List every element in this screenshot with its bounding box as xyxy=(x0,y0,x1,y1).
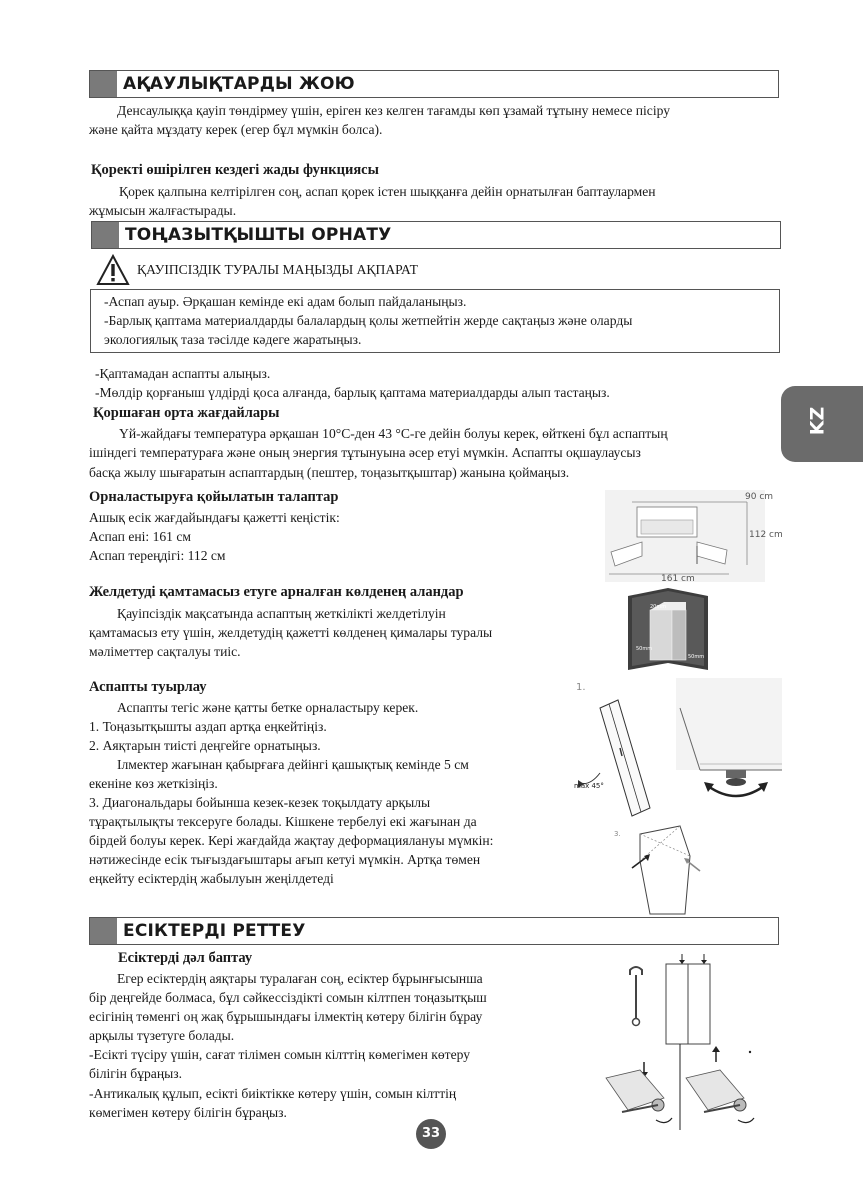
ventilation-diagram xyxy=(628,588,710,673)
paragraph-line: 2. Аяқтарын тиісті деңгейге орнатыңыз. xyxy=(89,738,321,753)
paragraph-line: білігін бұраңыз. xyxy=(89,1066,182,1081)
section-header-install xyxy=(91,221,781,249)
tilt-diagram xyxy=(570,678,670,823)
paragraph-line: жұмысын жалғастырады. xyxy=(89,203,237,218)
svg-text:50mm: 50mm xyxy=(636,646,653,652)
svg-text:161 cm: 161 cm xyxy=(661,574,695,584)
paragraph-line: мәліметтер сақталуы тиіс. xyxy=(89,644,241,659)
safety-box-line: -Барлық қаптама материалдарды балалардың қолы жетпейтін жерде сақтаңыз және оларды xyxy=(104,313,633,328)
section-title: АҚАУЛЫҚТАРДЫ ЖОЮ xyxy=(123,74,355,94)
paragraph-line: Егер есіктердің аяқтары туралаған соң, есіктер бұрынғысынша xyxy=(117,971,483,986)
paragraph-line: нәтижесінде есік тығыздағыштары ағып кетуі мүмкін. Артқа төмен xyxy=(89,852,481,867)
paragraph-line: Үй-жайдағы температура әрқашан 10°C-ден 43 °C-ге дейін болуы керек, өйткені бұл аспаптың xyxy=(119,426,668,441)
paragraph-line: есігінің төменгі оң жақ бұрышындағы ілмектің көтеру білігін бұрау xyxy=(89,1009,483,1024)
paragraph-line: еңкейту есіктердің жабылуын жеңілдетеді xyxy=(89,871,334,886)
paragraph-line: басқа жылу шығаратын аспаптардың (пештер, тоңазытқыштар) жанына қоймаңыз. xyxy=(89,465,570,480)
levelling-heading: Аспапты туырлау xyxy=(89,679,207,695)
svg-text:3.: 3. xyxy=(614,830,621,838)
paragraph-line: Қорек қалпына келтірілген соң, аспап қорек істен шыққанға дейін орнатылған баптаулармен xyxy=(119,184,656,199)
paragraph-line: Аспап тереңдігі: 112 см xyxy=(89,548,226,563)
section-marker xyxy=(90,918,117,944)
paragraph-line: Қауіпсіздік мақсатында аспаптың жеткілікті желдетілуін xyxy=(117,606,446,621)
svg-text:112 cm: 112 cm xyxy=(749,530,783,540)
paragraph-line: екеніне көз жеткізіңіз. xyxy=(89,776,218,791)
section-header-doors xyxy=(89,917,779,945)
paragraph-line: арқылы түзетуге болады. xyxy=(89,1028,235,1043)
safety-box-line: -Аспап ауыр. Әрқашан кемінде екі адам болып пайдаланыңыз. xyxy=(104,294,467,309)
paragraph-line: -Қаптамадан аспапты алыңыз. xyxy=(95,366,271,381)
section-marker xyxy=(90,71,117,97)
placement-heading: Орналастыруға қойылатын талаптар xyxy=(89,489,339,505)
warning-icon xyxy=(96,254,130,286)
environment-heading: Қоршаған орта жағдайлары xyxy=(93,405,280,421)
paragraph-line: бір деңгейде болмаса, бұл сәйкессіздікті сомын кілтпен тоңазытқыш xyxy=(89,990,487,1005)
paragraph-line: бірдей болуы керек. Кері жағдайда жақтау деформациялануы мүмкін: xyxy=(89,833,494,848)
paragraph-line: 3. Диагональдары бойынша кезек-кезек тоқылдату арқылы xyxy=(89,795,431,810)
space-diagram xyxy=(597,490,783,585)
foot-adjust-diagram xyxy=(670,678,782,800)
svg-text:20mm: 20mm xyxy=(650,604,667,610)
language-tab xyxy=(781,386,863,462)
svg-text:90 cm: 90 cm xyxy=(745,492,774,502)
paragraph-line: -Есікті түсіру үшін, сағат тілімен сомын кілттің көмегімен көтеру xyxy=(89,1047,471,1062)
page-number: 33 xyxy=(416,1119,446,1149)
language-tab-label: KZ xyxy=(806,406,829,436)
paragraph-line: Аспапты тегіс және қатты бетке орналастыру керек. xyxy=(117,700,419,715)
paragraph-line: -Мөлдір қорғаныш үлдірді қоса алғанда, барлық қаптама материалдарды алып тастаңыз. xyxy=(95,385,610,400)
paragraph-line: көмегімен көтеру білігін бұраңыз. xyxy=(89,1105,287,1120)
paragraph-line: Ашық есік жағдайындағы қажетті кеңістік: xyxy=(89,510,340,525)
fine-tune-heading: Есіктерді дәл баптау xyxy=(118,950,253,966)
svg-text:max 45°: max 45° xyxy=(574,782,604,790)
safety-box xyxy=(90,289,780,353)
paragraph-line: ішіндегі температураға және оның энергия тұтынуына әсер етуі мүмкін. Аспапты оқшаулаусыз xyxy=(89,445,641,460)
safety-heading: ҚАУІПСІЗДІК ТУРАЛЫ МАҢЫЗДЫ АҚПАРАТ xyxy=(137,262,418,277)
section-title: ТОҢАЗЫТҚЫШТЫ ОРНАТУ xyxy=(125,225,392,245)
paragraph-line: -Антикалық құлып, есікті биіктікке көтеру үшін, сомын кілттің xyxy=(89,1086,457,1101)
door-adjust-diagram xyxy=(600,950,770,1135)
diagonal-check-diagram xyxy=(610,826,705,916)
svg-text:50mm: 50mm xyxy=(688,654,705,660)
ventilation-heading: Желдетуді қамтамасыз етуге арналған көлденең аландар xyxy=(89,584,464,600)
paragraph-line: қамтамасыз ету үшін, желдетудің қажетті көлденең қималары туралы xyxy=(89,625,493,640)
memory-heading: Қоректі өшірілген кездегі жады функциясы xyxy=(91,162,379,178)
paragraph-line: Ілмектер жағынан қабырғаға дейінгі қашықтық кемінде 5 см xyxy=(117,757,469,772)
section-marker xyxy=(92,222,119,248)
paragraph-line: және қайта мұздату керек (егер бұл мүмкін болса). xyxy=(89,122,383,137)
section-title: ЕСІКТЕРДІ РЕТТЕУ xyxy=(123,921,306,941)
svg-text:1.: 1. xyxy=(576,682,586,693)
paragraph-line: Аспап ені: 161 см xyxy=(89,529,191,544)
wrench-icon xyxy=(630,967,642,1026)
paragraph-line: тұрақтылықты тексеруге болады. Кішкене тербелуі екі жағынан да xyxy=(89,814,477,829)
section-header-defrost xyxy=(89,70,779,98)
paragraph-line: Денсаулыққа қауіп төндірмеу үшін, еріген кез келген тағамды көп ұзамай тұтыну немесе пісіру xyxy=(117,103,671,118)
safety-box-line: экологиялық таза тәсілде кәдеге жаратыңыз. xyxy=(104,332,362,347)
paragraph-line: 1. Тоңазытқышты аздап артқа еңкейтіңіз. xyxy=(89,719,327,734)
